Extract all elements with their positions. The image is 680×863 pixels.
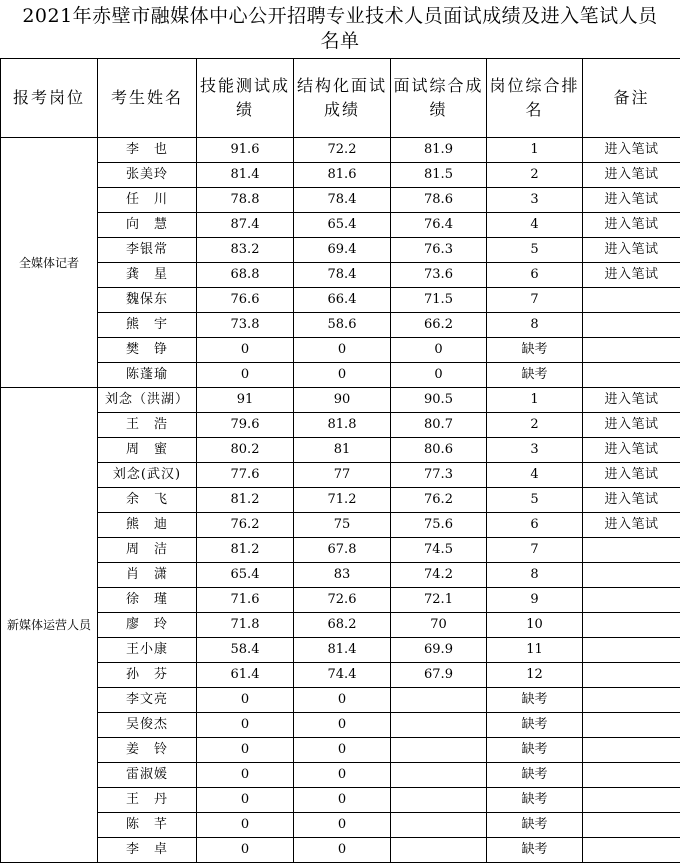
cell-structured-score: 78.4: [294, 188, 391, 213]
cell-name: 樊 铮: [98, 338, 197, 363]
cell-note: 进入笔试: [583, 438, 680, 463]
cell-structured-score: 81.6: [294, 163, 391, 188]
cell-total-score: 73.6: [391, 263, 487, 288]
cell-name: 余 飞: [98, 488, 197, 513]
table-row: [1, 838, 680, 863]
cell-rank: 8: [487, 313, 583, 338]
cell-structured-score: 0: [294, 763, 391, 788]
cell-name: 熊 宇: [98, 313, 197, 338]
cell-total-score: [391, 838, 487, 863]
cell-structured-score: 69.4: [294, 238, 391, 263]
cell-structured-score: 68.2: [294, 613, 391, 638]
cell-skill-score: 0: [197, 713, 294, 738]
cell-name: 徐 瑾: [98, 588, 197, 613]
table-row: [1, 688, 680, 713]
table-row: [1, 613, 680, 638]
cell-note: 进入笔试: [583, 388, 680, 413]
cell-total-score: 74.5: [391, 538, 487, 563]
cell-structured-score: 0: [294, 788, 391, 813]
cell-note: [583, 763, 680, 788]
cell-note: 进入笔试: [583, 488, 680, 513]
cell-skill-score: 80.2: [197, 438, 294, 463]
cell-note: [583, 688, 680, 713]
cell-skill-score: 76.6: [197, 288, 294, 313]
cell-rank: 3: [487, 188, 583, 213]
cell-rank: 9: [487, 588, 583, 613]
cell-note: 进入笔试: [583, 163, 680, 188]
header-skill: 技能测试成绩: [197, 59, 294, 138]
header-name: 考生姓名: [98, 59, 197, 138]
cell-structured-score: 58.6: [294, 313, 391, 338]
cell-note: 进入笔试: [583, 138, 680, 163]
table-row: [1, 338, 680, 363]
table-row: [1, 463, 680, 488]
cell-total-score: 81.9: [391, 138, 487, 163]
cell-name: 陈蓬瑜: [98, 363, 197, 388]
header-structured: 结构化面试成绩: [294, 59, 391, 138]
cell-rank: 缺考: [487, 688, 583, 713]
cell-skill-score: 73.8: [197, 313, 294, 338]
table-row: [1, 363, 680, 388]
cell-structured-score: 72.6: [294, 588, 391, 613]
cell-note: [583, 588, 680, 613]
cell-note: 进入笔试: [583, 188, 680, 213]
cell-total-score: 66.2: [391, 313, 487, 338]
cell-note: [583, 813, 680, 838]
table-row: [1, 488, 680, 513]
cell-note: 进入笔试: [583, 238, 680, 263]
cell-rank: 缺考: [487, 738, 583, 763]
cell-total-score: [391, 763, 487, 788]
cell-note: [583, 538, 680, 563]
cell-rank: 缺考: [487, 763, 583, 788]
cell-structured-score: 0: [294, 363, 391, 388]
cell-structured-score: 81.4: [294, 638, 391, 663]
cell-note: 进入笔试: [583, 413, 680, 438]
table-row: [1, 638, 680, 663]
cell-skill-score: 0: [197, 838, 294, 863]
cell-name: 吴俊杰: [98, 713, 197, 738]
cell-total-score: 0: [391, 363, 487, 388]
cell-total-score: 76.4: [391, 213, 487, 238]
cell-note: [583, 338, 680, 363]
cell-structured-score: 0: [294, 688, 391, 713]
table-row: [1, 513, 680, 538]
cell-note: [583, 838, 680, 863]
cell-rank: 缺考: [487, 788, 583, 813]
cell-rank: 2: [487, 163, 583, 188]
cell-skill-score: 61.4: [197, 663, 294, 688]
cell-total-score: [391, 788, 487, 813]
header-rank: 岗位综合排名: [487, 59, 583, 138]
cell-name: 周 蜜: [98, 438, 197, 463]
cell-total-score: 81.5: [391, 163, 487, 188]
cell-structured-score: 66.4: [294, 288, 391, 313]
cell-total-score: 75.6: [391, 513, 487, 538]
cell-rank: 10: [487, 613, 583, 638]
table-row: [1, 438, 680, 463]
cell-post: 新媒体运营人员: [1, 388, 98, 863]
cell-note: [583, 638, 680, 663]
cell-rank: 2: [487, 413, 583, 438]
cell-skill-score: 91: [197, 388, 294, 413]
cell-structured-score: 90: [294, 388, 391, 413]
cell-name: 肖 潇: [98, 563, 197, 588]
header-note: 备注: [583, 59, 680, 138]
cell-skill-score: 0: [197, 688, 294, 713]
cell-name: 魏保东: [98, 288, 197, 313]
cell-note: [583, 313, 680, 338]
cell-rank: 8: [487, 563, 583, 588]
cell-structured-score: 81.8: [294, 413, 391, 438]
cell-note: 进入笔试: [583, 463, 680, 488]
cell-name: 陈 芊: [98, 813, 197, 838]
cell-rank: 缺考: [487, 363, 583, 388]
cell-total-score: 69.9: [391, 638, 487, 663]
cell-skill-score: 71.8: [197, 613, 294, 638]
cell-name: 刘念（洪湖）: [98, 388, 197, 413]
cell-rank: 3: [487, 438, 583, 463]
cell-name: 李文亮: [98, 688, 197, 713]
cell-structured-score: 0: [294, 813, 391, 838]
cell-total-score: [391, 813, 487, 838]
header-total: 面试综合成绩: [391, 59, 487, 138]
table-row: [1, 138, 680, 163]
cell-rank: 6: [487, 513, 583, 538]
cell-name: 孙 芬: [98, 663, 197, 688]
cell-skill-score: 68.8: [197, 263, 294, 288]
table-row: [1, 588, 680, 613]
table-row: [1, 238, 680, 263]
cell-structured-score: 0: [294, 713, 391, 738]
cell-note: [583, 713, 680, 738]
cell-rank: 5: [487, 238, 583, 263]
cell-skill-score: 0: [197, 763, 294, 788]
cell-rank: 5: [487, 488, 583, 513]
cell-note: 进入笔试: [583, 263, 680, 288]
cell-name: 李 也: [98, 138, 197, 163]
cell-total-score: 90.5: [391, 388, 487, 413]
table-row: [1, 713, 680, 738]
cell-skill-score: 77.6: [197, 463, 294, 488]
table-row: [1, 813, 680, 838]
cell-structured-score: 72.2: [294, 138, 391, 163]
cell-rank: 7: [487, 538, 583, 563]
cell-note: 进入笔试: [583, 513, 680, 538]
cell-total-score: 77.3: [391, 463, 487, 488]
cell-note: [583, 613, 680, 638]
cell-rank: 缺考: [487, 338, 583, 363]
header-row: [1, 59, 680, 138]
cell-structured-score: 0: [294, 338, 391, 363]
cell-name: 张美玲: [98, 163, 197, 188]
cell-structured-score: 65.4: [294, 213, 391, 238]
cell-skill-score: 81.4: [197, 163, 294, 188]
cell-skill-score: 58.4: [197, 638, 294, 663]
cell-structured-score: 83: [294, 563, 391, 588]
cell-rank: 4: [487, 213, 583, 238]
cell-total-score: 76.2: [391, 488, 487, 513]
table-row: [1, 213, 680, 238]
cell-skill-score: 0: [197, 363, 294, 388]
cell-total-score: 72.1: [391, 588, 487, 613]
cell-rank: 4: [487, 463, 583, 488]
cell-skill-score: 83.2: [197, 238, 294, 263]
table-row: [1, 188, 680, 213]
cell-structured-score: 0: [294, 738, 391, 763]
cell-rank: 缺考: [487, 713, 583, 738]
cell-total-score: 78.6: [391, 188, 487, 213]
cell-total-score: 80.7: [391, 413, 487, 438]
cell-skill-score: 79.6: [197, 413, 294, 438]
table-row: [1, 738, 680, 763]
cell-note: [583, 788, 680, 813]
cell-total-score: 70: [391, 613, 487, 638]
cell-total-score: 76.3: [391, 238, 487, 263]
header-post: 报考岗位: [1, 59, 98, 138]
cell-name: 周 洁: [98, 538, 197, 563]
cell-skill-score: 0: [197, 788, 294, 813]
cell-structured-score: 71.2: [294, 488, 391, 513]
cell-name: 王小康: [98, 638, 197, 663]
cell-skill-score: 87.4: [197, 213, 294, 238]
cell-note: [583, 288, 680, 313]
cell-note: [583, 563, 680, 588]
page-title: 2021年赤壁市融媒体中心公开招聘专业技术人员面试成绩及进入笔试人员名单: [0, 0, 680, 58]
cell-name: 龚 星: [98, 263, 197, 288]
cell-rank: 7: [487, 288, 583, 313]
cell-skill-score: 0: [197, 813, 294, 838]
table-row: [1, 538, 680, 563]
table-row: [1, 288, 680, 313]
cell-skill-score: 76.2: [197, 513, 294, 538]
cell-rank: 1: [487, 138, 583, 163]
cell-skill-score: 71.6: [197, 588, 294, 613]
cell-note: [583, 738, 680, 763]
cell-name: 李 卓: [98, 838, 197, 863]
cell-rank: 缺考: [487, 838, 583, 863]
cell-skill-score: 81.2: [197, 538, 294, 563]
cell-total-score: [391, 738, 487, 763]
cell-total-score: 80.6: [391, 438, 487, 463]
table-body: [1, 138, 680, 863]
cell-skill-score: 65.4: [197, 563, 294, 588]
cell-structured-score: 0: [294, 838, 391, 863]
cell-note: 进入笔试: [583, 213, 680, 238]
cell-structured-score: 77: [294, 463, 391, 488]
cell-name: 向 慧: [98, 213, 197, 238]
cell-name: 雷淑媛: [98, 763, 197, 788]
cell-structured-score: 67.8: [294, 538, 391, 563]
cell-skill-score: 78.8: [197, 188, 294, 213]
table-row: [1, 663, 680, 688]
cell-rank: 11: [487, 638, 583, 663]
cell-name: 任 川: [98, 188, 197, 213]
table-row: [1, 563, 680, 588]
cell-structured-score: 78.4: [294, 263, 391, 288]
cell-name: 王 浩: [98, 413, 197, 438]
cell-note: [583, 663, 680, 688]
cell-total-score: 67.9: [391, 663, 487, 688]
cell-name: 刘念(武汉): [98, 463, 197, 488]
table-row: [1, 763, 680, 788]
cell-skill-score: 81.2: [197, 488, 294, 513]
cell-total-score: [391, 688, 487, 713]
table-row: [1, 388, 680, 413]
table-row: [1, 163, 680, 188]
cell-skill-score: 0: [197, 338, 294, 363]
cell-rank: 1: [487, 388, 583, 413]
cell-name: 熊 迪: [98, 513, 197, 538]
cell-rank: 缺考: [487, 813, 583, 838]
results-table: [0, 58, 680, 863]
cell-total-score: 0: [391, 338, 487, 363]
cell-rank: 12: [487, 663, 583, 688]
cell-skill-score: 91.6: [197, 138, 294, 163]
cell-rank: 6: [487, 263, 583, 288]
cell-skill-score: 0: [197, 738, 294, 763]
cell-name: 廖 玲: [98, 613, 197, 638]
cell-total-score: 71.5: [391, 288, 487, 313]
table-row: [1, 413, 680, 438]
table-row: [1, 263, 680, 288]
cell-name: 李银常: [98, 238, 197, 263]
cell-structured-score: 74.4: [294, 663, 391, 688]
cell-total-score: 74.2: [391, 563, 487, 588]
cell-name: 王 丹: [98, 788, 197, 813]
cell-name: 姜 铃: [98, 738, 197, 763]
cell-structured-score: 81: [294, 438, 391, 463]
cell-post: 全媒体记者: [1, 138, 98, 388]
cell-structured-score: 75: [294, 513, 391, 538]
table-row: [1, 313, 680, 338]
cell-total-score: [391, 713, 487, 738]
cell-note: [583, 363, 680, 388]
table-row: [1, 788, 680, 813]
